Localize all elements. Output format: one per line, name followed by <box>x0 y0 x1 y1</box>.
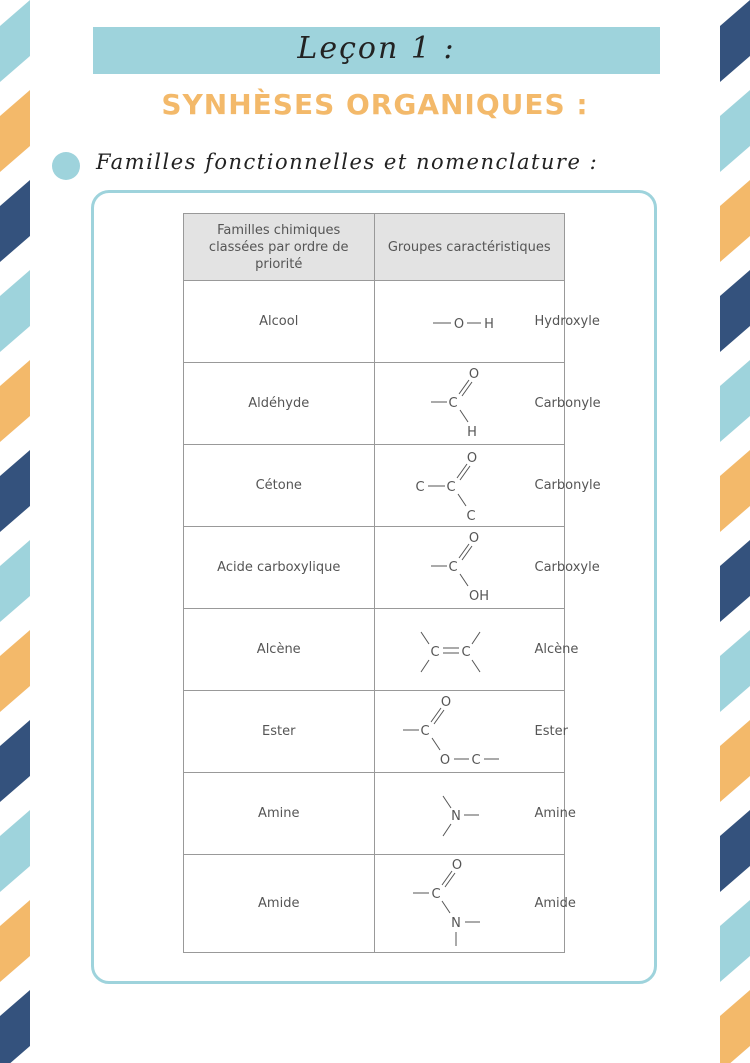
carbonyl-ketone-formula-icon <box>375 446 535 526</box>
atom-label: H <box>483 316 494 332</box>
group-name: Carbonyle <box>534 478 601 493</box>
group-name: Amide <box>534 896 576 911</box>
atom-label: C <box>430 886 441 902</box>
stripe-band <box>720 540 750 622</box>
atom-label: O <box>466 450 477 466</box>
functional-groups-table <box>183 213 601 953</box>
stripe-band <box>720 990 750 1063</box>
family-cell: Cétone <box>184 445 375 527</box>
table-row <box>184 855 565 953</box>
atom-label: C <box>470 752 481 768</box>
stripe-band <box>0 900 30 982</box>
table-row <box>184 527 565 609</box>
stripe-band <box>0 0 30 82</box>
atom-label: OH <box>468 588 489 604</box>
stripe-band <box>0 450 30 532</box>
stripe-band <box>0 630 30 712</box>
atom-label: C <box>460 644 471 660</box>
atom-label: C <box>447 395 458 411</box>
group-cell <box>374 773 576 855</box>
atom-label: H <box>466 424 477 440</box>
page-subtitle: SYNHÈSES ORGANIQUES : <box>161 88 589 121</box>
stripe-band <box>720 450 750 532</box>
atom-label: C <box>445 479 456 495</box>
table-row <box>184 281 565 363</box>
stripe-band <box>720 180 750 262</box>
table-row <box>184 609 565 691</box>
alkene-formula-icon <box>375 610 535 690</box>
carboxyl-formula-icon <box>375 528 535 608</box>
lesson-title: Leçon 1 : <box>297 31 456 66</box>
group-name: Hydroxyle <box>534 314 600 329</box>
table-row <box>184 691 565 773</box>
group-name: Carbonyle <box>534 396 601 411</box>
group-name: Amine <box>534 806 576 821</box>
atom-label: O <box>440 694 451 710</box>
group-cell <box>374 691 568 773</box>
carbonyl-aldehyde-formula-icon <box>375 364 535 444</box>
stripe-band <box>720 0 750 82</box>
atom-label: N <box>450 915 461 931</box>
atom-label: O <box>451 857 462 873</box>
title-banner <box>93 27 660 74</box>
bullet-dot-icon <box>52 152 80 180</box>
section-title: Familles fonctionnelles et nomenclature : <box>96 150 599 174</box>
family-cell: Aldéhyde <box>184 363 375 445</box>
atom-label: C <box>465 508 476 524</box>
stripe-band <box>0 990 30 1063</box>
atom-label: O <box>468 366 479 382</box>
left-stripe-border <box>0 0 30 1063</box>
family-cell: Alcène <box>184 609 375 691</box>
family-cell: Alcool <box>184 281 375 363</box>
stripe-band <box>720 360 750 442</box>
group-cell <box>374 527 600 609</box>
hydroxyl-formula-icon <box>375 282 535 362</box>
stripe-band <box>720 630 750 712</box>
stripe-band <box>720 720 750 802</box>
family-cell: Acide carboxylique <box>184 527 375 609</box>
stripe-band <box>0 720 30 802</box>
stripe-band <box>0 810 30 892</box>
group-cell <box>374 445 601 527</box>
group-name: Alcène <box>534 642 579 657</box>
table-row <box>184 363 565 445</box>
stripe-band <box>0 270 30 352</box>
amide-formula-icon <box>375 856 535 952</box>
atom-label: C <box>419 723 430 739</box>
atom-label: C <box>447 559 458 575</box>
stripe-band <box>720 900 750 982</box>
amine-formula-icon <box>375 774 535 854</box>
header-group: Groupes caractéristiques <box>374 214 565 281</box>
family-cell: Amide <box>184 855 375 953</box>
group-cell <box>374 363 601 445</box>
stripe-band <box>0 540 30 622</box>
stripe-band <box>0 360 30 442</box>
atom-label: O <box>453 316 464 332</box>
stripe-band <box>720 270 750 352</box>
atom-label: N <box>450 808 461 824</box>
atom-label: C <box>429 644 440 660</box>
ester-formula-icon <box>375 692 535 772</box>
group-cell <box>374 609 579 691</box>
header-family: Familles chimiques classées par ordre de priorité <box>184 214 375 281</box>
stripe-band <box>0 180 30 262</box>
group-cell <box>374 855 576 953</box>
table-header-row <box>184 214 565 281</box>
group-name: Carboxyle <box>534 560 600 575</box>
table-row <box>184 445 565 527</box>
table-row <box>184 773 565 855</box>
atom-label: C <box>414 479 425 495</box>
atom-label: O <box>468 530 479 546</box>
group-name: Ester <box>534 724 568 739</box>
family-cell: Amine <box>184 773 375 855</box>
group-cell <box>374 281 600 363</box>
atom-label: O <box>439 752 450 768</box>
family-cell: Ester <box>184 691 375 773</box>
stripe-band <box>720 810 750 892</box>
right-stripe-border <box>720 0 750 1063</box>
